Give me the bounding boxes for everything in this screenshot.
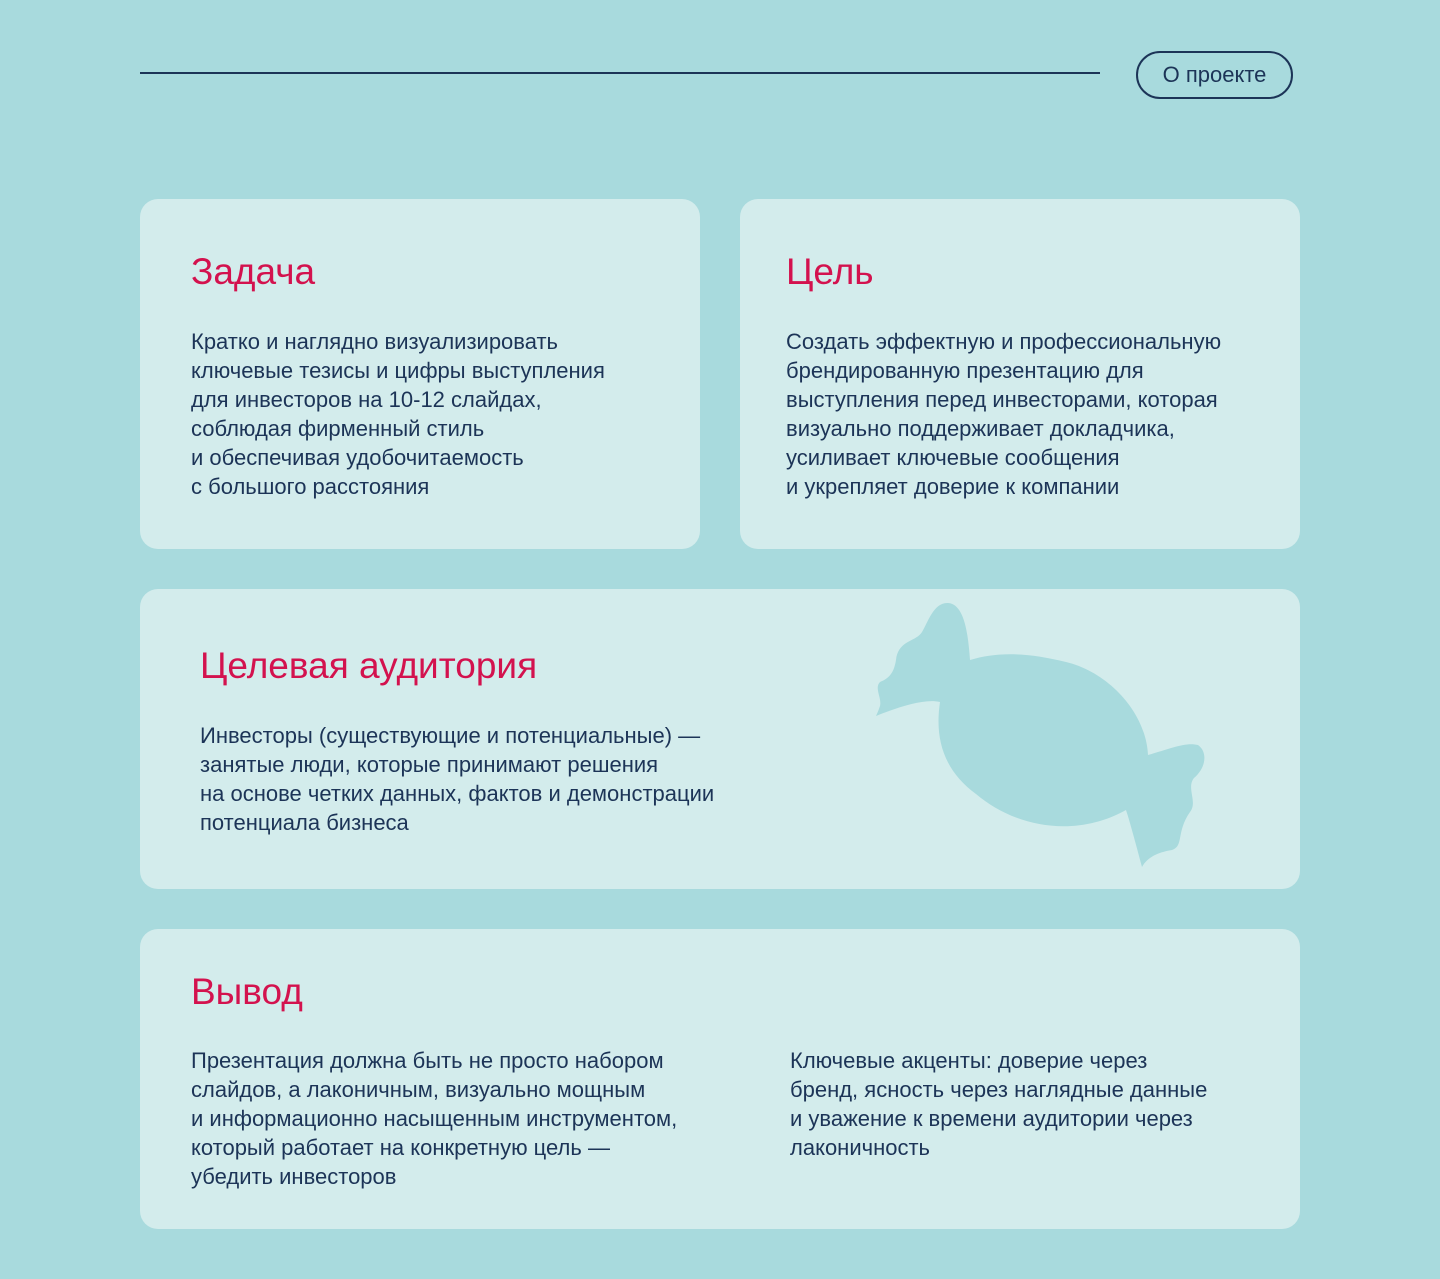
- task-title: Задача: [191, 251, 316, 292]
- conclusion-title: Вывод: [191, 971, 303, 1012]
- task-card: [140, 199, 700, 549]
- header-divider: [140, 72, 1100, 74]
- candy-icon: [876, 602, 1208, 870]
- goal-title: Цель: [786, 251, 874, 292]
- audience-text: Инвесторы (существующие и потенциальные) — занятые люди, которые принимают решения на основе четких данных, фактов и демонстрации потенциала бизнеса: [200, 723, 715, 835]
- conclusion-card: [140, 929, 1300, 1229]
- conclusion-text-right: Ключевые акценты: доверие через бренд, ясность через наглядные данные и уважение к времени аудитории через лаконичность: [790, 1048, 1208, 1160]
- task-text: Кратко и наглядно визуализировать ключевые тезисы и цифры выступления для инвесторов на 10-12 слайдах, соблюдая фирменный стиль и обеспечивая удобочитаемость с большого расстояния: [191, 329, 605, 499]
- audience-title: Целевая аудитория: [200, 645, 538, 686]
- audience-card: [140, 589, 1300, 889]
- goal-text: Создать эффектную и профессиональную брендированную презентацию для выступления перед инвесторами, которая визуально поддерживает докладчика, усиливает ключевые сообщения и укрепляет доверие к компании: [786, 329, 1222, 499]
- conclusion-text-left: Презентация должна быть не просто набором слайдов, а лаконичным, визуально мощным и информационно насыщенным инструментом, который работает на конкретную цель — убедить инвесторов: [191, 1048, 678, 1189]
- about-project-button[interactable]: О проекте: [1136, 51, 1293, 99]
- goal-card: [740, 199, 1300, 549]
